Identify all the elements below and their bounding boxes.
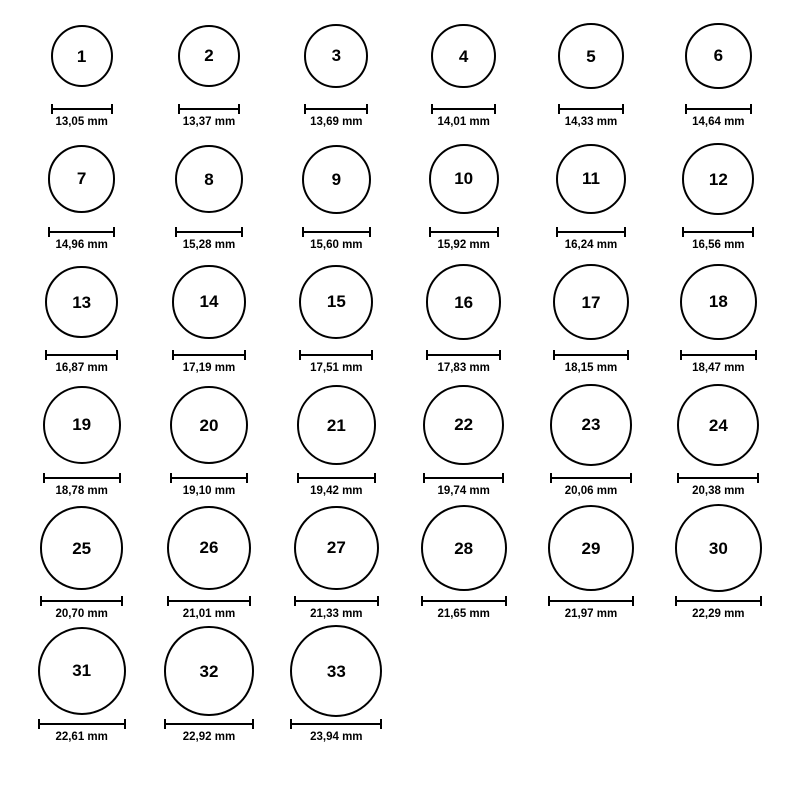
diameter-measure-bar	[421, 596, 507, 606]
ring-circle	[429, 144, 499, 214]
ring-size-cell[interactable]	[527, 379, 654, 502]
ring-size-label: 13	[72, 292, 92, 312]
diameter-value: 18,78 mm	[55, 485, 108, 497]
ring-size-label: 32	[199, 661, 219, 681]
measure-line	[304, 108, 368, 110]
ring-size-label: 16	[454, 292, 474, 312]
diameter-value: 19,10 mm	[182, 485, 236, 497]
ring-circle-wrapper	[43, 379, 121, 471]
ring-circle-wrapper	[45, 256, 118, 348]
ring-size-label: 15	[326, 292, 346, 312]
ring-size-label: 21	[326, 415, 346, 435]
diameter-measure-bar	[426, 350, 501, 360]
ring-circle	[45, 266, 118, 339]
ring-size-cell[interactable]	[145, 133, 272, 256]
ring-circle	[675, 504, 763, 592]
diameter-value: 20,38 mm	[692, 485, 745, 497]
measure-line	[548, 600, 635, 602]
ring-size-cell[interactable]	[18, 379, 145, 502]
diameter-value: 15,28 mm	[182, 239, 236, 251]
ring-size-label: 29	[581, 538, 601, 558]
ring-size-label: 22	[454, 415, 474, 435]
ring-size-label: 1	[76, 46, 87, 66]
ring-size-label: 19	[72, 415, 92, 435]
ring-size-cell[interactable]	[655, 256, 782, 379]
diameter-value: 17,19 mm	[182, 362, 236, 374]
ring-circle-wrapper	[175, 133, 243, 225]
ring-circle-wrapper	[164, 625, 253, 717]
ring-circle-wrapper	[553, 256, 629, 348]
measure-line	[290, 723, 382, 725]
measure-line	[553, 354, 629, 356]
ring-size-label: 24	[708, 415, 728, 435]
diameter-measure-bar	[675, 596, 763, 606]
ring-circle-wrapper	[170, 379, 249, 471]
ring-circle-wrapper	[431, 10, 496, 102]
diameter-measure-bar	[43, 473, 121, 483]
diameter-value: 13,37 mm	[182, 116, 236, 128]
diameter-value: 21,65 mm	[437, 608, 490, 620]
ring-size-cell[interactable]	[273, 10, 400, 133]
diameter-value: 13,05 mm	[55, 116, 108, 128]
diameter-value: 16,87 mm	[55, 362, 108, 374]
measure-line	[426, 354, 501, 356]
diameter-value: 19,74 mm	[437, 485, 490, 497]
ring-circle-wrapper	[429, 133, 499, 225]
ring-size-label: 8	[204, 169, 214, 189]
ring-circle	[556, 144, 627, 215]
ring-size-label: 23	[581, 415, 601, 435]
ring-circle	[426, 264, 501, 339]
ring-size-cell[interactable]	[527, 502, 654, 625]
ring-circle	[553, 264, 629, 340]
diameter-value: 16,24 mm	[564, 239, 618, 251]
ring-circle	[172, 265, 245, 338]
ring-size-label: 7	[76, 169, 87, 189]
diameter-measure-bar	[685, 104, 751, 114]
ring-size-cell[interactable]	[18, 625, 145, 748]
ring-circle	[48, 145, 115, 212]
diameter-measure-bar	[431, 104, 496, 114]
ring-circle	[304, 24, 368, 88]
ring-circle-wrapper	[299, 256, 373, 348]
ring-circle-wrapper	[48, 133, 115, 225]
ring-size-label: 9	[331, 169, 342, 189]
ring-size-cell[interactable]	[145, 256, 272, 379]
ring-circle-wrapper	[302, 133, 371, 225]
ring-size-cell[interactable]	[655, 133, 782, 256]
ring-circle-wrapper	[675, 502, 763, 594]
measure-line	[164, 723, 253, 725]
diameter-measure-bar	[175, 227, 243, 237]
diameter-value: 17,83 mm	[437, 362, 490, 374]
ring-size-label: 33	[326, 661, 346, 681]
ring-size-label: 10	[454, 169, 474, 189]
measure-line	[40, 600, 123, 602]
diameter-measure-bar	[170, 473, 249, 483]
ring-circle	[40, 506, 123, 589]
ring-circle-wrapper	[172, 256, 245, 348]
measure-line	[677, 477, 759, 479]
diameter-value: 23,94 mm	[310, 731, 363, 743]
ring-size-cell[interactable]	[273, 625, 400, 748]
ring-circle	[550, 384, 631, 465]
diameter-measure-bar	[550, 473, 631, 483]
ring-size-label: 3	[331, 46, 342, 66]
ring-size-cell[interactable]	[400, 256, 527, 379]
measure-line	[299, 354, 373, 356]
diameter-value: 21,01 mm	[182, 608, 236, 620]
measure-line	[431, 108, 496, 110]
ring-circle	[299, 265, 373, 339]
measure-line	[680, 354, 757, 356]
ring-size-cell[interactable]	[273, 502, 400, 625]
ring-circle	[548, 505, 635, 592]
ring-circle-wrapper	[178, 10, 241, 102]
ring-circle	[290, 625, 382, 717]
ring-circle	[685, 23, 751, 89]
ring-size-label: 31	[72, 661, 92, 681]
ring-circle-wrapper	[685, 10, 751, 102]
measure-line	[302, 231, 371, 233]
ring-circle-wrapper	[677, 379, 759, 471]
diameter-measure-bar	[172, 350, 245, 360]
ring-size-cell[interactable]	[655, 10, 782, 133]
ring-size-label: 20	[199, 415, 219, 435]
measure-line	[558, 108, 624, 110]
diameter-value: 22,29 mm	[692, 608, 745, 620]
ring-circle	[167, 506, 251, 590]
ring-circle	[558, 23, 624, 89]
diameter-value: 14,96 mm	[55, 239, 108, 251]
ring-circle	[38, 627, 126, 715]
ring-circle-wrapper	[558, 10, 624, 102]
ring-circle-wrapper	[167, 502, 251, 594]
ring-circle	[164, 626, 253, 715]
diameter-measure-bar	[178, 104, 241, 114]
ring-circle	[421, 505, 507, 591]
ring-circle	[175, 145, 243, 213]
diameter-measure-bar	[40, 596, 123, 606]
ring-circle	[682, 143, 754, 215]
ring-size-cell[interactable]	[527, 10, 654, 133]
ring-circle	[294, 506, 379, 591]
ring-circle-wrapper	[426, 256, 501, 348]
ring-size-cell[interactable]	[400, 10, 527, 133]
ring-circle	[43, 386, 121, 464]
ring-size-label: 14	[199, 292, 219, 312]
ring-circle-wrapper	[423, 379, 503, 471]
ring-size-label: 25	[72, 538, 92, 558]
diameter-measure-bar	[548, 596, 635, 606]
measure-line	[421, 600, 507, 602]
measure-line	[675, 600, 763, 602]
diameter-value: 22,61 mm	[55, 731, 108, 743]
diameter-value: 13,69 mm	[310, 116, 363, 128]
diameter-measure-bar	[297, 473, 377, 483]
ring-size-label: 26	[199, 538, 219, 558]
measure-line	[423, 477, 503, 479]
diameter-measure-bar	[682, 227, 754, 237]
measure-line	[294, 600, 379, 602]
diameter-measure-bar	[290, 719, 382, 729]
measure-line	[170, 477, 249, 479]
diameter-measure-bar	[556, 227, 627, 237]
ring-circle-wrapper	[548, 502, 635, 594]
ring-circle	[297, 385, 377, 465]
ring-circle-wrapper	[38, 625, 126, 717]
measure-line	[43, 477, 121, 479]
measure-line	[429, 231, 499, 233]
diameter-measure-bar	[553, 350, 629, 360]
ring-size-cell[interactable]	[145, 10, 272, 133]
ring-circle-wrapper	[290, 625, 382, 717]
diameter-value: 15,60 mm	[310, 239, 363, 251]
ring-size-cell[interactable]	[18, 133, 145, 256]
ring-size-label: 4	[458, 46, 469, 66]
diameter-value: 21,97 mm	[564, 608, 618, 620]
diameter-value: 19,42 mm	[310, 485, 363, 497]
ring-circle-wrapper	[550, 379, 631, 471]
diameter-measure-bar	[302, 227, 371, 237]
diameter-value: 15,92 mm	[437, 239, 490, 251]
diameter-measure-bar	[167, 596, 251, 606]
diameter-value: 18,47 mm	[692, 362, 745, 374]
measure-line	[550, 477, 631, 479]
ring-size-label: 18	[708, 292, 728, 312]
ring-size-label: 11	[582, 169, 600, 189]
ring-size-cell[interactable]	[273, 379, 400, 502]
ring-size-cell[interactable]	[145, 502, 272, 625]
diameter-value: 20,70 mm	[55, 608, 108, 620]
diameter-measure-bar	[38, 719, 126, 729]
ring-size-label: 27	[326, 538, 346, 558]
diameter-measure-bar	[45, 350, 118, 360]
diameter-value: 17,51 mm	[310, 362, 363, 374]
ring-circle-wrapper	[682, 133, 754, 225]
ring-size-cell[interactable]	[18, 256, 145, 379]
diameter-measure-bar	[299, 350, 373, 360]
measure-line	[175, 231, 243, 233]
diameter-measure-bar	[304, 104, 368, 114]
measure-line	[178, 108, 241, 110]
ring-size-label: 12	[708, 169, 728, 189]
ring-size-cell[interactable]	[273, 256, 400, 379]
measure-line	[685, 108, 751, 110]
diameter-measure-bar	[680, 350, 757, 360]
ring-size-label: 6	[713, 46, 724, 66]
ring-circle	[170, 386, 249, 465]
ring-size-label: 17	[581, 292, 601, 312]
measure-line	[51, 108, 113, 110]
ring-circle-wrapper	[297, 379, 377, 471]
ring-circle	[51, 25, 113, 87]
ring-size-cell[interactable]	[527, 256, 654, 379]
measure-line	[682, 231, 754, 233]
diameter-value: 22,92 mm	[182, 731, 236, 743]
diameter-measure-bar	[677, 473, 759, 483]
ring-circle	[302, 145, 371, 214]
diameter-measure-bar	[164, 719, 253, 729]
ring-circle-wrapper	[556, 133, 627, 225]
diameter-measure-bar	[558, 104, 624, 114]
ring-circle	[680, 264, 757, 341]
ring-size-cell[interactable]	[400, 502, 527, 625]
ring-circle	[178, 25, 241, 88]
ring-size-cell[interactable]	[145, 625, 272, 748]
ring-size-label: 30	[708, 538, 728, 558]
ring-size-label: 2	[204, 46, 214, 66]
ring-size-cell[interactable]	[527, 133, 654, 256]
ring-size-cell[interactable]	[18, 502, 145, 625]
measure-line	[38, 723, 126, 725]
ring-size-cell[interactable]	[18, 10, 145, 133]
measure-line	[48, 231, 115, 233]
ring-circle	[677, 384, 759, 466]
ring-circle-wrapper	[421, 502, 507, 594]
diameter-value: 16,56 mm	[692, 239, 745, 251]
diameter-measure-bar	[51, 104, 113, 114]
ring-size-cell[interactable]	[400, 133, 527, 256]
diameter-value: 14,64 mm	[692, 116, 745, 128]
ring-size-cell[interactable]	[655, 502, 782, 625]
ring-size-cell[interactable]	[273, 133, 400, 256]
ring-size-label: 5	[586, 46, 596, 66]
ring-size-cell[interactable]	[400, 379, 527, 502]
ring-size-cell[interactable]	[655, 379, 782, 502]
diameter-measure-bar	[429, 227, 499, 237]
ring-circle-wrapper	[51, 10, 113, 102]
diameter-value: 18,15 mm	[564, 362, 618, 374]
diameter-measure-bar	[294, 596, 379, 606]
ring-circle	[431, 24, 496, 89]
diameter-value: 14,33 mm	[564, 116, 618, 128]
ring-size-cell[interactable]	[145, 379, 272, 502]
measure-line	[45, 354, 118, 356]
ring-size-label: 28	[454, 538, 474, 558]
diameter-measure-bar	[48, 227, 115, 237]
measure-line	[167, 600, 251, 602]
diameter-value: 14,01 mm	[437, 116, 490, 128]
diameter-value: 21,33 mm	[310, 608, 363, 620]
measure-line	[297, 477, 377, 479]
measure-line	[172, 354, 245, 356]
ring-circle-wrapper	[40, 502, 123, 594]
ring-circle-wrapper	[304, 10, 368, 102]
diameter-value: 20,06 mm	[564, 485, 618, 497]
diameter-measure-bar	[423, 473, 503, 483]
ring-circle-wrapper	[680, 256, 757, 348]
measure-line	[556, 231, 627, 233]
ring-circle	[423, 385, 503, 465]
ring-circle-wrapper	[294, 502, 379, 594]
